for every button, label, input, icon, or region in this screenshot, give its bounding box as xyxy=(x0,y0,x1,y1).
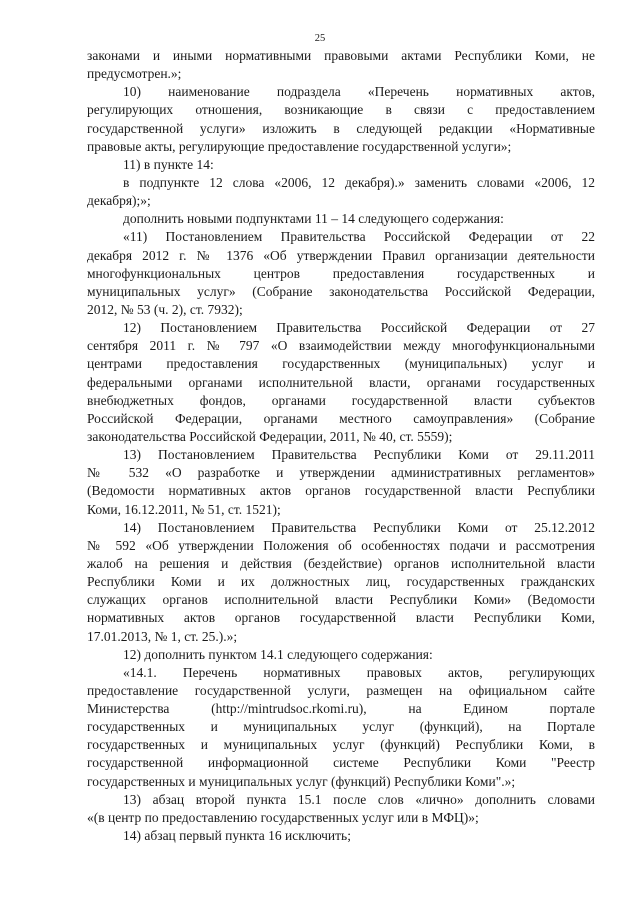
text-line: декабря);»; xyxy=(87,193,151,209)
text-line: 11) в пункте 14: xyxy=(123,156,214,172)
page-number: 25 xyxy=(314,33,326,44)
document-body xyxy=(87,47,595,845)
text-line: федеральными органами исполнительной власти, органами государственных xyxy=(87,374,595,390)
text-line: № 592 «Об утверждении Положения об особенностях подачи и рассмотрения xyxy=(87,537,595,553)
text-line: регулирующих отношения, возникающие в связи с предоставлением xyxy=(87,102,595,118)
text-line: сентября 2011 г. № 797 «О взаимодействии между многофункциональными xyxy=(87,338,595,354)
text-line: 2012, № 53 (ч. 2), ст. 7932); xyxy=(87,301,243,317)
text-line: служащих органов исполнительной власти Республики Коми» (Ведомости xyxy=(87,592,595,608)
text-line: 13) Постановлением Правительства Республики Коми от 29.11.2011 xyxy=(123,447,595,463)
text-line: государственной информационной системе Республики Коми "Реестр xyxy=(87,755,595,771)
text-line: Республики Коми и их должностных лиц, государственных гражданских xyxy=(87,574,595,590)
text-line: (Ведомости нормативных актов органов государственной власти Республики xyxy=(87,483,595,499)
text-line: 12) Постановлением Правительства Российской Федерации от 27 xyxy=(123,320,595,336)
text-line: нормативных актов органов государственной власти Республики Коми, xyxy=(87,610,595,626)
text-line: в подпункте 12 слова «2006, 12 декабря).» заменить словами «2006, 12 xyxy=(123,174,595,190)
text-line: «11) Постановлением Правительства Российской Федерации от 22 xyxy=(123,229,595,245)
text-line: Коми, 16.12.2011, № 51, ст. 1521); xyxy=(87,501,281,517)
text-line: государственной услуги» изложить в следующей редакции «Нормативные xyxy=(87,120,595,136)
text-line: 10) наименование подраздела «Перечень нормативных актов, xyxy=(123,84,595,100)
text-line: 12) дополнить пунктом 14.1 следующего содержания: xyxy=(123,646,433,662)
text-line: предусмотрен.»; xyxy=(87,66,182,82)
text-line: 17.01.2013, № 1, ст. 25.).»; xyxy=(87,628,238,644)
text-line: 14) абзац первый пункта 16 исключить; xyxy=(123,828,351,844)
text-line: государственных и муниципальных услуг (функций) Республики Коми, в xyxy=(87,737,595,753)
text-line: «14.1. Перечень нормативных правовых актов, регулирующих xyxy=(123,664,595,680)
text-line: правовые акты, регулирующие предоставление государственной услуги»; xyxy=(87,138,512,154)
text-line: дополнить новыми подпунктами 11 – 14 следующего содержания: xyxy=(123,211,504,227)
text-line: государственных и муниципальных услуг (функций), на Портале xyxy=(87,719,595,735)
text-line: законами и иными нормативными правовыми актами Республики Коми, не xyxy=(87,48,595,63)
text-line: внебюджетных фондов, органами государственной власти субъектов xyxy=(87,392,595,408)
text-line: центрами предоставления государственных (муниципальных) услуг и xyxy=(87,356,595,372)
text-line: муниципальных услуг» (Собрание законодательства Российской Федерации, xyxy=(87,283,595,299)
text-line: предоставление государственной услуги, размещен на официальном сайте xyxy=(87,682,595,698)
text-line: 14) Постановлением Правительства Республики Коми от 25.12.2012 xyxy=(123,519,595,535)
text-line: Министерства (http://mintrudsoc.rkomi.ru), на Едином портале xyxy=(87,701,595,717)
text-line: № 532 «О разработке и утверждении административных регламентов» xyxy=(87,465,595,481)
text-line: декабря 2012 г. № 1376 «Об утверждении Правил организации деятельности xyxy=(87,247,595,263)
text-line: «(в центр по предоставлению государственных услуг или в МФЦ)»; xyxy=(87,809,479,825)
text-line: многофункциональных центров предоставления государственных и xyxy=(87,265,595,281)
text-line: жалоб на решения и действия (бездействие) органов исполнительной власти xyxy=(87,555,595,571)
text-line: законодательства Российской Федерации, 2011, № 40, ст. 5559); xyxy=(87,428,453,444)
text-line: Российской Федерации, органами местного самоуправления» (Собрание xyxy=(87,410,595,426)
text-line: 13) абзац второй пункта 15.1 после слов «лично» дополнить словами xyxy=(123,791,595,807)
text-line: государственных и муниципальных услуг (функций) Республики Коми".»; xyxy=(87,773,516,789)
